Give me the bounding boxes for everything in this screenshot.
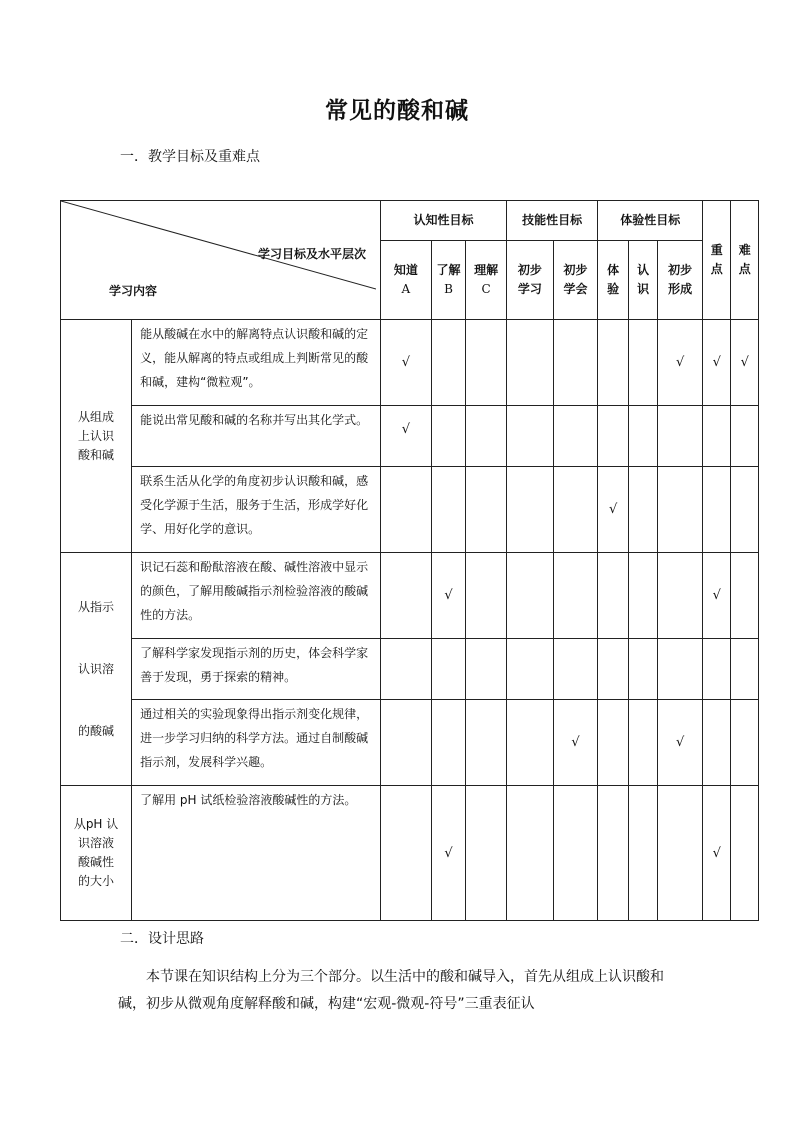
table-row	[61, 406, 759, 467]
group-label-composition: 从组成 上认识 酸和碱	[61, 320, 132, 553]
col-experience: 体 验	[598, 241, 628, 320]
table-row	[61, 639, 759, 700]
check-mark: √	[731, 320, 759, 406]
check-mark: √	[658, 700, 703, 786]
check-mark: √	[598, 467, 628, 553]
col-master: 初步 学会	[553, 241, 598, 320]
group-label-ph: 从pH 认 识溶液 酸碱性 的大小	[61, 786, 132, 921]
check-mark: √	[703, 553, 731, 639]
section-heading-design: 二．设计思路	[120, 931, 204, 947]
row-content: 联系生活从化学的角度初步认识酸和碱，感受化学源于生活，服务于生活，形成学好化学、用好化学的意识。	[132, 467, 381, 553]
check-mark: √	[381, 406, 432, 467]
check-mark: √	[703, 320, 731, 406]
check-mark: √	[703, 786, 731, 921]
table-row	[61, 553, 759, 639]
difficult-point-header: 难 点	[731, 201, 759, 320]
table-row	[61, 320, 759, 406]
col-know: 知道 A	[381, 241, 432, 320]
col-understand: 了解 B	[431, 241, 466, 320]
row-content: 能说出常见酸和碱的名称并写出其化学式。	[132, 406, 381, 467]
table-row	[61, 700, 759, 786]
document-title: 常见的酸和碱	[325, 97, 469, 124]
row-content: 能从酸碱在水中的解离特点认识酸和碱的定义，能从解离的特点或组成上判断常见的酸和碱，建构“微粒观”。	[132, 320, 381, 406]
col-comprehend: 理解 C	[466, 241, 507, 320]
col-recognize: 认 识	[628, 241, 657, 320]
check-mark: √	[658, 320, 703, 406]
group-cognitive: 认知性目标	[381, 201, 507, 241]
row-content: 通过相关的实验现象得出指示剂变化规律，进一步学习归纳的科学方法。通过自制酸碱指示剂，发展科学兴趣。	[132, 700, 381, 786]
check-mark: √	[431, 553, 466, 639]
row-content: 了解科学家发现指示剂的历史，体会科学家善于发现，勇于探索的精神。	[132, 639, 381, 700]
check-mark: √	[381, 320, 432, 406]
group-label-indicator: 从指示 认识溶 的酸碱	[61, 553, 132, 786]
design-paragraph: 本节课在知识结构上分为三个部分。以生活中的酸和碱导入，首先从组成上认识酸和碱，初步从微观角度解释酸和碱，构建“宏观-微观-符号”三重表征认	[118, 969, 664, 1012]
diag-top-label: 学习目标及水平层次	[257, 247, 366, 261]
row-content: 识记石蕊和酚酞溶液在酸、碱性溶液中显示的颜色，了解用酸碱指示剂检验溶液的酸碱性的方法。	[132, 553, 381, 639]
diagonal-header-cell	[61, 201, 381, 320]
group-skill: 技能性目标	[506, 201, 597, 241]
table-row	[61, 467, 759, 553]
col-form: 初步 形成	[658, 241, 703, 320]
objectives-table	[60, 200, 759, 921]
section-heading-objectives: 一．教学目标及重难点	[120, 149, 260, 165]
row-content: 了解用 pH 试纸检验溶液酸碱性的方法。	[132, 786, 381, 921]
diag-bottom-label: 学习内容	[109, 284, 158, 298]
col-learn: 初步 学习	[506, 241, 553, 320]
key-point-header: 重 点	[703, 201, 731, 320]
group-experience: 体验性目标	[598, 201, 703, 241]
check-mark: √	[553, 700, 598, 786]
table-row	[61, 786, 759, 921]
check-mark: √	[431, 786, 466, 921]
